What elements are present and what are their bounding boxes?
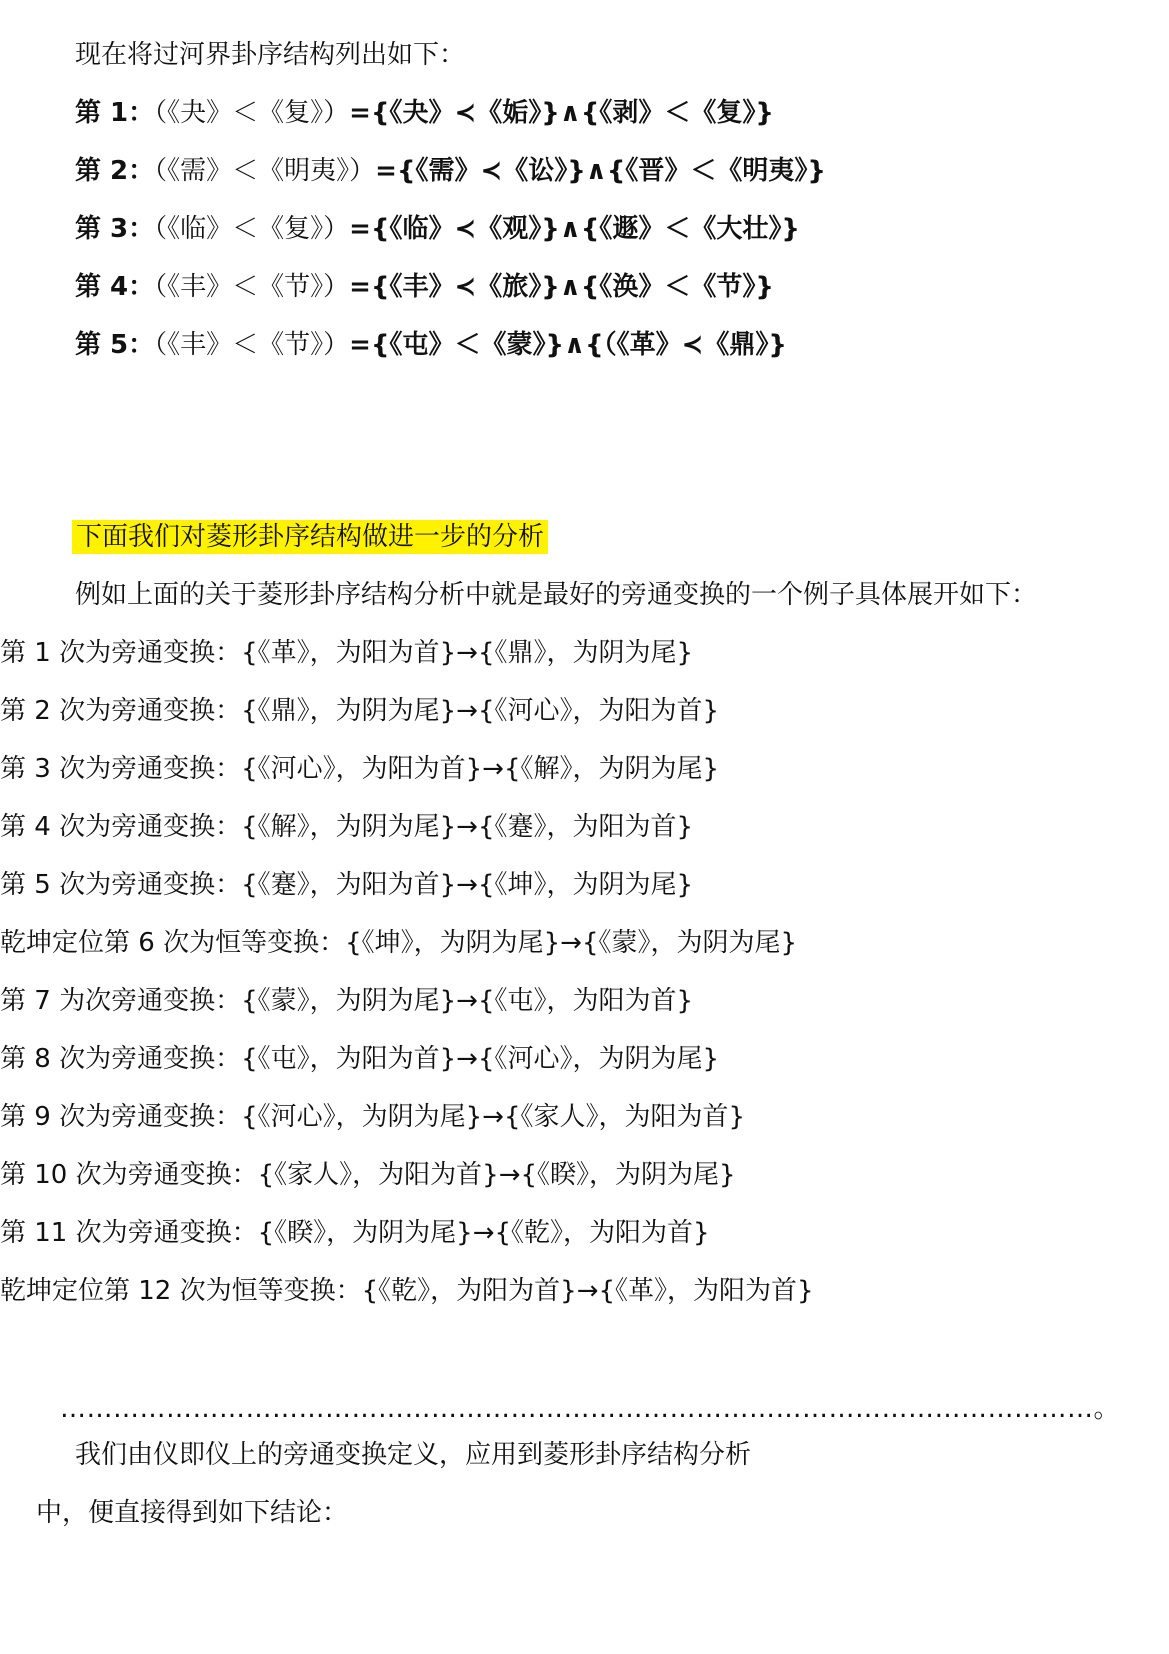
relation-label: 第 3：: [75, 214, 155, 244]
relation-lhs: （《丰》＜《节》）: [154, 330, 350, 360]
relation-5: [75, 328, 787, 362]
step-body: {《革》，为阳为首}→{《鼎》，为阴为尾}: [241, 638, 694, 668]
step-9: [0, 1100, 745, 1134]
step-body: {《蒙》，为阴为尾}→{《屯》，为阳为首}: [241, 986, 694, 1016]
intro-text: 现在将过河界卦序结构列出如下：: [75, 40, 466, 70]
conclusion-line-2: 中，便直接得到如下结论：: [36, 1498, 349, 1528]
step-2: [0, 694, 719, 728]
relation-lhs: （《临》＜《复》）: [154, 214, 350, 244]
relation-label: 第 4：: [75, 272, 155, 302]
example-intro: 例如上面的关于菱形卦序结构分析中就是最好的旁通变换的一个例子具体展开如下：: [75, 580, 1038, 610]
step-label: 第 2 次为旁通变换：: [0, 696, 242, 726]
highlighted-heading: 下面我们对菱形卦序结构做进一步的分析: [72, 520, 548, 554]
step-label: 第 10 次为旁通变换：: [0, 1160, 258, 1190]
step-label: 乾坤定位第 12 次为恒等变换：: [0, 1276, 362, 1306]
relation-label: 第 1：: [75, 98, 155, 128]
relation-2: [75, 154, 826, 188]
relation-lhs: （《夬》＜《复》）: [154, 98, 350, 128]
relation-rhs: ={《屯》＜《蒙》}∧{（《革》≺《鼎》}: [349, 330, 787, 360]
step-body: {《睽》，为阴为尾}→{《乾》，为阳为首}: [257, 1218, 710, 1248]
step-body: {《河心》，为阳为首}→{《解》，为阴为尾}: [241, 754, 720, 784]
step-body: {《坤》，为阴为尾}→{《蒙》，为阴为尾}: [345, 928, 798, 958]
step-body: {《乾》，为阳为首}→{《革》，为阳为首}: [361, 1276, 814, 1306]
step-body: {《蹇》，为阳为首}→{《坤》，为阴为尾}: [241, 870, 694, 900]
step-body: {《屯》，为阳为首}→{《河心》，为阴为尾}: [241, 1044, 720, 1074]
step-label: 第 9 次为旁通变换：: [0, 1102, 242, 1132]
ellipsis-divider: ………………………………………………………………………………………………………。: [60, 1394, 1120, 1424]
step-12: [0, 1274, 814, 1308]
step-1: [0, 636, 693, 670]
relation-rhs: ={《夬》≺《姤》}∧{《剥》＜《复》}: [349, 98, 774, 128]
step-body: {《河心》，为阴为尾}→{《家人》，为阳为首}: [241, 1102, 746, 1132]
step-body: {《鼎》，为阴为尾}→{《河心》，为阳为首}: [241, 696, 720, 726]
relation-lhs: （《需》＜《明夷》）: [154, 156, 376, 186]
relation-rhs: ={《需》≺《讼》}∧{《晋》＜《明夷》}: [375, 156, 826, 186]
step-label: 第 5 次为旁通变换：: [0, 870, 242, 900]
step-label: 第 3 次为旁通变换：: [0, 754, 242, 784]
relation-lhs: （《丰》＜《节》）: [154, 272, 350, 302]
step-10: [0, 1158, 736, 1192]
step-8: [0, 1042, 719, 1076]
step-7: [0, 984, 693, 1018]
step-4: [0, 810, 693, 844]
conclusion-line-1: 我们由仪即仪上的旁通变换定义，应用到菱形卦序结构分析: [75, 1440, 752, 1470]
step-label: 第 1 次为旁通变换：: [0, 638, 242, 668]
relation-rhs: ={《丰》≺《旅》}∧{《涣》＜《节》}: [349, 272, 774, 302]
step-label: 第 7 为次旁通变换：: [0, 986, 242, 1016]
step-11: [0, 1216, 710, 1250]
relation-1: [75, 96, 774, 130]
relation-rhs: ={《临》≺《观》}∧{《遯》＜《大壮》}: [349, 214, 800, 244]
relation-3: [75, 212, 800, 246]
step-label: 乾坤定位第 6 次为恒等变换：: [0, 928, 346, 958]
step-body: {《解》，为阴为尾}→{《蹇》，为阳为首}: [241, 812, 694, 842]
relation-4: [75, 270, 774, 304]
step-5: [0, 868, 693, 902]
step-label: 第 11 次为旁通变换：: [0, 1218, 258, 1248]
relation-label: 第 2：: [75, 156, 155, 186]
step-body: {《家人》，为阳为首}→{《睽》，为阴为尾}: [257, 1160, 736, 1190]
step-3: [0, 752, 719, 786]
relation-label: 第 5：: [75, 330, 155, 360]
step-label: 第 8 次为旁通变换：: [0, 1044, 242, 1074]
step-label: 第 4 次为旁通变换：: [0, 812, 242, 842]
step-6: [0, 926, 797, 960]
